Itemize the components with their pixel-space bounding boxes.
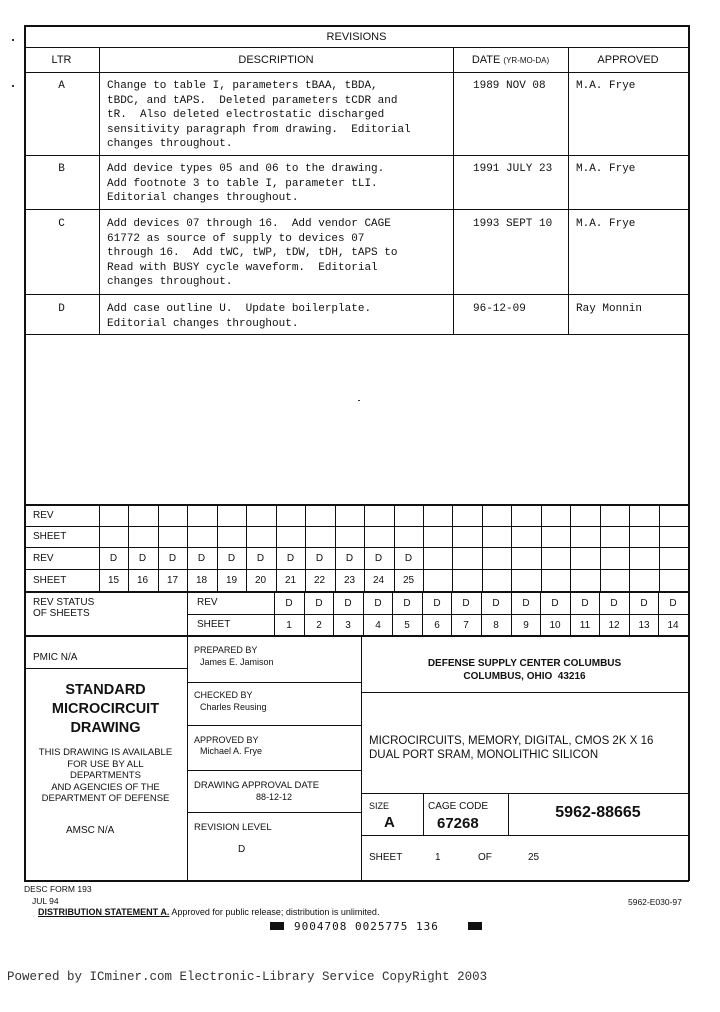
ltr-header: LTR bbox=[51, 54, 72, 66]
rev-date-c: 1993 SEPT 10 bbox=[473, 218, 553, 230]
status-rev-cell: D bbox=[610, 598, 618, 609]
rev-cell: D bbox=[374, 553, 383, 564]
rev-label-row3: REV bbox=[33, 553, 54, 564]
rev-date-d: 96-12-09 bbox=[473, 303, 526, 315]
status-rev-cell: D bbox=[403, 598, 411, 609]
status-rev-label: REV bbox=[197, 597, 218, 608]
size-value: A bbox=[384, 814, 395, 831]
rev-desc-a: Change to table I, parameters tBAA, tBDA, tBDC, and tAPS. Deleted parameters tCDR and tR. Also deleted electrostatic discharged sensitivity paragraph from drawing. Editorial changes throughout. bbox=[107, 80, 411, 150]
revision-level-label: REVISION LEVEL bbox=[194, 822, 272, 833]
cage-code-value: 67268 bbox=[437, 815, 479, 832]
status-sheet-cell: 14 bbox=[667, 620, 679, 631]
status-sheet-cell: 7 bbox=[463, 620, 469, 631]
sheet-cell: 24 bbox=[372, 575, 385, 586]
rev-cell: D bbox=[286, 553, 295, 564]
checked-by-name: Charles Reusing bbox=[200, 702, 267, 712]
status-sheet-cell: 5 bbox=[404, 620, 410, 631]
status-rev-cell: D bbox=[462, 598, 470, 609]
powered-by-notice: Powered by ICminer.com Electronic-Library Service CopyRight 2003 bbox=[7, 970, 488, 984]
rev-approved-b: M.A. Frye bbox=[576, 163, 636, 175]
form-number: 5962-E030-97 bbox=[628, 897, 682, 907]
sheet-label-row4: SHEET bbox=[33, 575, 67, 586]
sheet-label-row2: SHEET bbox=[33, 531, 67, 542]
agency-name: DEFENSE SUPPLY CENTER COLUMBUS COLUMBUS, OHIO 43216 bbox=[427, 658, 622, 682]
sheet-cell: 22 bbox=[313, 575, 326, 586]
status-rev-cell: D bbox=[344, 598, 352, 609]
approved-by-label: APPROVED BY bbox=[194, 735, 259, 745]
rev-approved-c: M.A. Frye bbox=[576, 218, 636, 230]
sheet-cell: 25 bbox=[402, 575, 415, 586]
status-sheet-cell: 6 bbox=[434, 620, 440, 631]
rev-cell: D bbox=[227, 553, 236, 564]
sheet-cell: 23 bbox=[343, 575, 356, 586]
status-rev-cell: D bbox=[522, 598, 530, 609]
approved-by-name: Michael A. Frye bbox=[200, 746, 263, 756]
rev-cell: D bbox=[168, 553, 177, 564]
sheet-cell: 17 bbox=[166, 575, 179, 586]
status-sheet-cell: 3 bbox=[345, 620, 351, 631]
rev-ltr-c: C bbox=[58, 218, 65, 230]
rev-approved-a: M.A. Frye bbox=[576, 80, 636, 92]
barcode-text: 9004708 0025775 136 bbox=[294, 920, 439, 933]
checked-by-label: CHECKED BY bbox=[194, 690, 253, 700]
status-sheet-cell: 11 bbox=[579, 620, 591, 631]
rev-status-label: REV STATUS OF SHEETS bbox=[33, 597, 95, 619]
approval-date: 88-12-12 bbox=[256, 792, 293, 802]
scan-mark bbox=[12, 39, 14, 41]
drawing-number: 5962-88665 bbox=[555, 804, 641, 821]
revisions-title: REVISIONS bbox=[326, 31, 387, 43]
sheet-cell: 15 bbox=[107, 575, 120, 586]
rev-cell: D bbox=[256, 553, 265, 564]
sheet-cell: 21 bbox=[284, 575, 297, 586]
sheet-cell: 18 bbox=[195, 575, 208, 586]
description-header: DESCRIPTION bbox=[238, 54, 314, 66]
rev-approved-d: Ray Monnin bbox=[576, 303, 643, 315]
sheet-cell: 19 bbox=[225, 575, 238, 586]
barcode-mark-left bbox=[270, 922, 284, 930]
status-sheet-label: SHEET bbox=[197, 619, 231, 630]
status-rev-cell: D bbox=[285, 598, 293, 609]
status-rev-cell: D bbox=[374, 598, 382, 609]
sheet-total: 25 bbox=[528, 852, 540, 863]
status-sheet-cell: 12 bbox=[608, 620, 620, 631]
rev-label-row1: REV bbox=[33, 510, 54, 521]
rev-ltr-b: B bbox=[58, 163, 65, 175]
sheet-number: 1 bbox=[435, 852, 441, 863]
of-label: OF bbox=[478, 852, 492, 863]
status-sheet-cell: 1 bbox=[286, 620, 292, 631]
sheet-cell: 20 bbox=[254, 575, 267, 586]
status-rev-cell: D bbox=[315, 598, 323, 609]
prepared-by-name: James E. Jamison bbox=[200, 657, 274, 667]
status-rev-cell: D bbox=[581, 598, 589, 609]
rev-date-a: 1989 NOV 08 bbox=[473, 80, 546, 92]
rev-desc-b: Add device types 05 and 06 to the drawing. Add footnote 3 to table I, parameter tLI. Editorial changes throughout. bbox=[107, 163, 385, 204]
status-rev-cell: D bbox=[551, 598, 559, 609]
rev-ltr-a: A bbox=[58, 80, 65, 92]
sheet-cell: 16 bbox=[136, 575, 149, 586]
availability-statement: THIS DRAWING IS AVAILABLE FOR USE BY ALL DEPARTMENTS AND AGENCIES OF THE DEPARTMENT OF DEFENSE bbox=[38, 747, 173, 804]
scan-mark bbox=[12, 85, 14, 87]
pmic-label: PMIC N/A bbox=[33, 652, 78, 663]
status-sheet-cell: 9 bbox=[523, 620, 529, 631]
status-rev-cell: D bbox=[433, 598, 441, 609]
rev-ltr-d: D bbox=[58, 303, 65, 315]
status-rev-cell: D bbox=[492, 598, 500, 609]
status-sheet-cell: 8 bbox=[493, 620, 499, 631]
distribution-statement: DISTRIBUTION STATEMENT A. Approved for public release; distribution is unlimited. bbox=[38, 907, 380, 917]
scan-mark bbox=[358, 400, 360, 401]
revision-level: D bbox=[238, 844, 246, 855]
rev-cell: D bbox=[404, 553, 413, 564]
rev-desc-c: Add devices 07 through 16. Add vendor CAGE 61772 as source of supply to devices 07 through 16. Add tWC, tWP, tDW, tDH, tAPS to Read with BUSY cycle waveform. Editorial changes throughout. bbox=[107, 218, 398, 288]
rev-date-b: 1991 JULY 23 bbox=[473, 163, 553, 175]
status-sheet-cell: 13 bbox=[638, 620, 650, 631]
date-header: DATE (YR-MO-DA) bbox=[471, 54, 550, 66]
rev-cell: D bbox=[345, 553, 354, 564]
status-sheet-cell: 10 bbox=[549, 620, 561, 631]
prepared-by-label: PREPARED BY bbox=[194, 645, 258, 655]
rev-cell: D bbox=[138, 553, 147, 564]
amsc-label: AMSC N/A bbox=[66, 825, 115, 836]
rev-desc-d: Add case outline U. Update boilerplate. Editorial changes throughout. bbox=[107, 303, 372, 330]
standard-drawing-title: STANDARD MICROCIRCUIT DRAWING bbox=[51, 682, 160, 736]
status-sheet-cell: 4 bbox=[375, 620, 381, 631]
rev-cell: D bbox=[315, 553, 324, 564]
rev-cell: D bbox=[109, 553, 118, 564]
drawing-title: MICROCIRCUITS, MEMORY, DIGITAL, CMOS 2K X 16 DUAL PORT SRAM, MONOLITHIC SILICON bbox=[369, 735, 654, 761]
size-label: SIZE bbox=[369, 801, 390, 811]
barcode-mark-right bbox=[468, 922, 482, 930]
sheet-label: SHEET bbox=[369, 852, 403, 863]
status-sheet-cell: 2 bbox=[316, 620, 322, 631]
form-date: JUL 94 bbox=[32, 896, 59, 906]
form-name: DESC FORM 193 bbox=[24, 884, 92, 894]
status-rev-cell: D bbox=[669, 598, 677, 609]
status-rev-cell: D bbox=[640, 598, 648, 609]
approval-date-label: DRAWING APPROVAL DATE bbox=[194, 780, 320, 791]
cage-code-label: CAGE CODE bbox=[428, 801, 489, 812]
approved-header: APPROVED bbox=[597, 54, 659, 66]
rev-cell: D bbox=[197, 553, 206, 564]
